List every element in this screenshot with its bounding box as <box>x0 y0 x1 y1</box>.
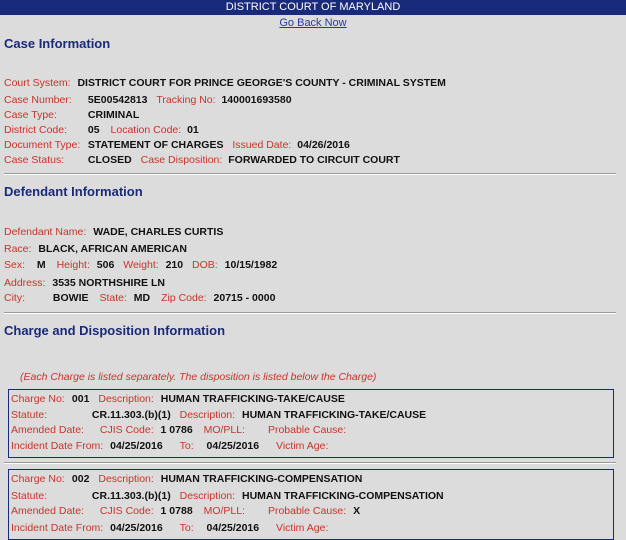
city-label: City: <box>4 292 25 304</box>
case-status-label: Case Status: <box>4 154 65 166</box>
mo-pll-label: MO/PLL: <box>203 424 246 436</box>
defendant-name-label: Defendant Name: <box>4 226 87 238</box>
defendant-info-heading: Defendant Information <box>4 184 143 199</box>
divider <box>4 173 616 175</box>
statute-label: Statute: <box>11 409 48 421</box>
doc-type-label: Document Type: <box>4 139 81 151</box>
incident-row <box>11 521 328 535</box>
zip-label: Zip Code: <box>161 292 207 304</box>
description-label: Description: <box>98 393 154 405</box>
doc-type-row <box>4 138 350 152</box>
divider <box>4 462 616 464</box>
district-code-label: District Code: <box>4 124 68 136</box>
description-value: HUMAN TRAFFICKING-TAKE/CAUSE <box>160 393 345 405</box>
court-system-value: DISTRICT COURT FOR PRINCE GEORGE'S COUNTY - CRIMINAL SYSTEM <box>77 77 446 89</box>
address-label: Address: <box>4 277 46 289</box>
district-code-row <box>4 123 199 137</box>
dob-label: DOB: <box>192 259 218 271</box>
case-disposition-label: Case Disposition: <box>140 154 223 166</box>
amended-date-label: Amended Date: <box>11 424 84 436</box>
cjis-code-label: CJIS Code: <box>99 424 154 436</box>
incident-to-label: To: <box>179 522 194 534</box>
charge-no-label: Charge No: <box>11 393 65 405</box>
divider <box>4 312 616 314</box>
incident-to-value: 04/25/2016 <box>206 522 260 534</box>
charge-no-value: 002 <box>71 473 90 485</box>
sex-value: M <box>36 259 46 271</box>
cjis-code-label: CJIS Code: <box>99 505 154 517</box>
statute-row <box>11 408 426 422</box>
probable-cause-value: X <box>353 505 361 517</box>
case-type-label: Case Type: <box>4 109 57 121</box>
state-value: MD <box>133 292 151 304</box>
case-number-value: 5E00542813 <box>87 94 148 106</box>
city-value: BOWIE <box>52 292 89 304</box>
incident-from-label: Incident Date From: <box>11 522 104 534</box>
cjis-code-value: 1 0788 <box>160 505 193 517</box>
statute-value: CR.11.303.(b)(1) <box>91 490 171 502</box>
tracking-value: 140001693580 <box>221 94 292 106</box>
description-value: HUMAN TRAFFICKING-TAKE/CAUSE <box>242 409 427 421</box>
weight-label: Weight: <box>123 259 159 271</box>
zip-value: 20715 - 0000 <box>213 292 276 304</box>
statute-row <box>11 489 444 503</box>
case-disposition-value: FORWARDED TO CIRCUIT COURT <box>228 154 400 166</box>
case-type-row <box>4 108 139 122</box>
race-label: Race: <box>4 243 32 255</box>
amended-row <box>11 504 360 518</box>
page-header-bar <box>0 0 626 15</box>
statute-label: Statute: <box>11 490 48 502</box>
court-system-label: Court System: <box>4 77 71 89</box>
incident-to-label: To: <box>179 440 194 452</box>
issued-date-value: 04/26/2016 <box>297 139 350 151</box>
charge-no-label: Charge No: <box>11 473 65 485</box>
charges-note: (Each Charge is listed separately. The disposition is listed below the Charge) <box>20 371 377 383</box>
incident-from-label: Incident Date From: <box>11 440 104 452</box>
incident-row <box>11 439 328 453</box>
doc-type-value: STATEMENT OF CHARGES <box>87 139 224 151</box>
physical-row <box>4 258 277 272</box>
address-value: 3535 NORTHSHIRE LN <box>52 277 165 289</box>
statute-value: CR.11.303.(b)(1) <box>91 409 171 421</box>
defendant-name-value: WADE, CHARLES CURTIS <box>93 226 224 238</box>
incident-to-value: 04/25/2016 <box>206 440 260 452</box>
charge-no-value: 001 <box>71 393 90 405</box>
location-code-label: Location Code: <box>110 124 182 136</box>
dob-value: 10/15/1982 <box>224 259 278 271</box>
state-label: State: <box>99 292 127 304</box>
tracking-label: Tracking No: <box>156 94 216 106</box>
case-status-row <box>4 153 400 167</box>
go-back-link[interactable]: Go Back Now <box>279 17 347 29</box>
victim-age-label: Victim Age: <box>276 440 329 452</box>
description-label: Description: <box>179 490 236 502</box>
description-label: Description: <box>179 409 236 421</box>
probable-cause-label: Probable Cause: <box>267 505 347 517</box>
height-value: 506 <box>96 259 115 271</box>
defendant-name-row <box>4 225 223 239</box>
description-value: HUMAN TRAFFICKING-COMPENSATION <box>242 490 444 502</box>
charge-no-row <box>11 392 345 406</box>
city-row <box>4 291 275 305</box>
victim-age-label: Victim Age: <box>276 522 329 534</box>
incident-from-value: 04/25/2016 <box>110 440 163 452</box>
court-system-row <box>4 76 446 90</box>
probable-cause-label: Probable Cause: <box>267 424 347 436</box>
race-row <box>4 242 187 256</box>
case-number-label: Case Number: <box>4 94 72 106</box>
district-code-value: 05 <box>87 124 100 136</box>
amended-date-label: Amended Date: <box>11 505 84 517</box>
cjis-code-value: 1 0786 <box>160 424 193 436</box>
charges-heading: Charge and Disposition Information <box>4 323 226 338</box>
charge-box-002 <box>8 469 614 540</box>
amended-row <box>11 423 350 437</box>
weight-value: 210 <box>165 259 184 271</box>
page-header-title: DISTRICT COURT OF MARYLAND <box>225 1 401 13</box>
race-value: BLACK, AFRICAN AMERICAN <box>38 243 187 255</box>
incident-from-value: 04/25/2016 <box>110 522 163 534</box>
sex-label: Sex: <box>4 259 26 271</box>
case-info-heading: Case Information <box>4 36 111 51</box>
address-row <box>4 276 165 290</box>
location-code-value: 01 <box>187 124 199 136</box>
description-label: Description: <box>98 473 154 485</box>
case-number-row <box>4 93 292 107</box>
case-status-value: CLOSED <box>87 154 132 166</box>
issued-date-label: Issued Date: <box>232 139 292 151</box>
charge-box-001 <box>8 389 614 458</box>
case-type-value: CRIMINAL <box>87 109 140 121</box>
mo-pll-label: MO/PLL: <box>203 505 246 517</box>
height-label: Height: <box>56 259 90 271</box>
description-value: HUMAN TRAFFICKING-COMPENSATION <box>160 473 363 485</box>
charge-no-row <box>11 472 362 486</box>
